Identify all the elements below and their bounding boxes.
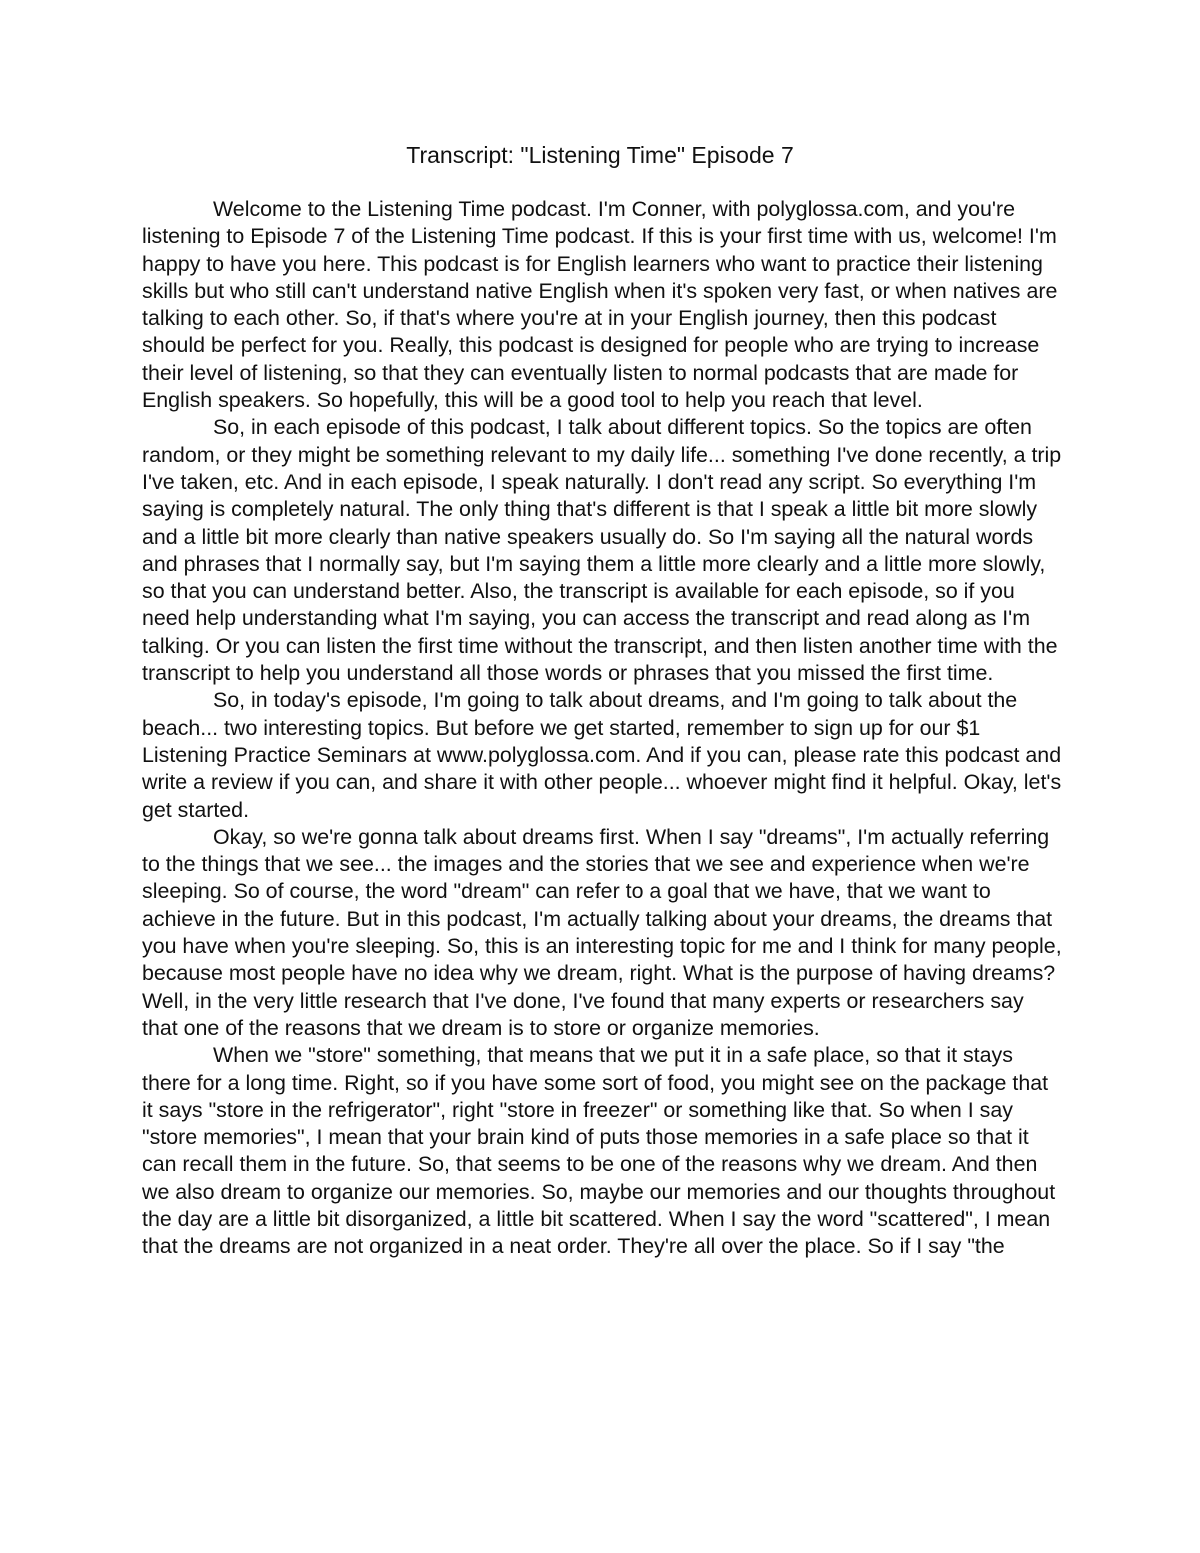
paragraph-todays-topics: So, in today's episode, I'm going to talk about dreams, and I'm going to talk about the beach... two interesting topics. But before we get started, remember to sign up for our $1 Listening Practice Seminars at www.polyglossa.com. And if you can, please rate this podcast and write a review if you can, and share it with other people... whoever might find it helpful. Okay, let's get started. [142, 688, 1062, 822]
paragraph-episode-format: So, in each episode of this podcast, I talk about different topics. So the topics are often random, or they might be something relevant to my daily life... something I've done recently, a trip I've taken, etc. And in each episode, I speak naturally. I don't read any script. So everything I'm saying is completely natural. The only thing that's different is that I speak a little bit more slowly and a little bit more clearly than native speakers usually do. So I'm saying all the natural words and phrases that I normally say, but I'm saying them a little more clearly and a little more slowly, so that you can understand better. Also, the transcript is available for each episode, so if you need help understanding what I'm saying, you can access the transcript and read along as I'm talking. Or you can listen the first time without the transcript, and then listen another time with the transcript to help you understand all those words or phrases that you missed the first time. [142, 415, 1062, 686]
paragraph-dreams: Okay, so we're gonna talk about dreams first. When I say "dreams", I'm actually referring to the things that we see... the images and the stories that we see and experience when we're sleeping. So of course, the word "dream" can refer to a goal that we have, that we want to achieve in the future. But in this podcast, I'm actually talking about your dreams, the dreams that you have when you're sleeping. So, this is an interesting topic for me and I think for many people, because most people have no idea why we dream, right. What is the purpose of having dreams? Well, in the very little research that I've done, I've found that many experts or researchers say that one of the reasons that we dream is to store or organize memories. [142, 824, 1062, 1040]
document-title: Transcript: "Listening Time" Episode 7 [406, 142, 794, 168]
paragraph-intro: Welcome to the Listening Time podcast. I'm Conner, with polyglossa.com, and you're listening to Episode 7 of the Listening Time podcast. If this is your first time with us, welcome! I'm happy to have you here. This podcast is for English learners who want to practice their listening skills but who still can't understand native English when it's spoken very fast, or when natives are talking to each other. So, if that's where you're at in your English journey, then this podcast should be perfect for you. Really, this podcast is designed for people who are trying to increase their level of listening, so that they can eventually listen to normal podcasts that are made for English speakers. So hopefully, this will be a good tool to help you reach that level. [142, 197, 1058, 413]
paragraph-store-memories: When we "store" something, that means that we put it in a safe place, so that it stays there for a long time. Right, so if you have some sort of food, you might see on the package that it says "store in the refrigerator", right "store in freezer" or something like that. So when I say "store memories", I mean that your brain kind of puts those memories in a safe place so that it can recall them in the future. So, that seems to be one of the reasons why we dream. And then we also dream to organize our memories. So, maybe our memories and our thoughts throughout the day are a little bit disorganized, a little bit scattered. When I say the word "scattered", I mean that the dreams are not organized in a neat order. They're all over the place. So if I say "the [142, 1043, 1056, 1259]
document-body [142, 196, 1062, 1261]
